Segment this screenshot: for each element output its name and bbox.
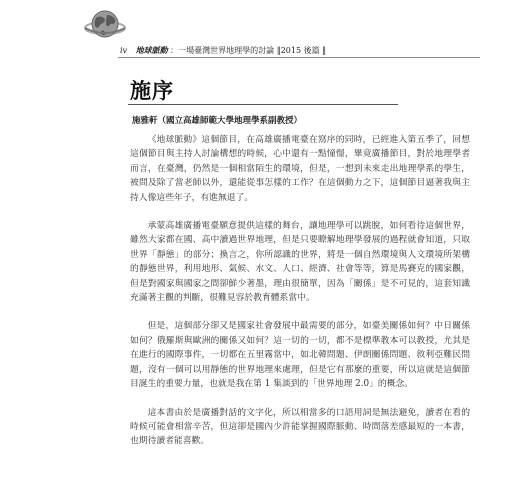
paragraph: 《地球脈動》這個節目，在高雄廣播電臺在寫序的同時，已經進入第五季了，回想這個節目與主持人討論構想的時候，心中還有一點憧憬，畢竟廣播節目，對於地理學者而言，在臺灣，仍然是一個相當陌生的環境，但是，一想到未來走出地理學系的學生，被問及除了當老師以外，還能從事怎樣的工作？在這個動力之下，這個節目逼著我與主持人像這些年子，有進無退了。 xyxy=(130,135,470,203)
globe-icon xyxy=(82,6,128,46)
title-divider xyxy=(128,104,398,105)
header-divider xyxy=(118,57,480,58)
page-number: iv xyxy=(120,46,128,55)
series-title: 地球脈動 xyxy=(135,45,168,55)
paragraph: 但是，這個部分卻又是國家社會發展中最需要的部分，如臺美關係如何？中日關係如何？俄羅斯與歐洲的關係又如何？這一切的一切，都不是標準教本可以教授，尤其是在進行的國際事件，一切都在五里霧當中，如北韓問題、伊朗關係問題、敘利亞難民問題，沒有一個可以用靜態的世界地理來處理，但是它有那麼的重要，所以這就是這個節目誕生的重要力量，也就是我在第 1 集談到的「世界地理 2.0」的概念。 xyxy=(130,321,470,390)
paragraph: 這本書由於是廣播對話的文字化，所以相當多的口語用詞是無法避免，讀者在看的時候可能會相當辛苦，但這卻是國內少許能掌握國際脈動、時間落差感最短的一本書，也期待讀者能喜歡。 xyxy=(130,407,470,447)
running-header xyxy=(120,45,480,56)
page-title: 施序 xyxy=(130,79,174,103)
paragraph: 承蒙高雄廣播電臺願意提供這樣的舞台，讓地理學可以跳脫，如何看待這個世界，雖然大家都在國、高中讀過世界地理，但是只要瞭解地理學發展的過程就會知道，只取世界「靜態」的部分；換言之，你所認識的世界，將是一個自然環境與人文環境所架構的靜態世界，利用地形、氣候、水文、人口、經濟、社會等等，算是馬賽克的國家觀，但是對國家與國家之間卻鮮少著墨，理由很簡單，因為「關係」是不可見的，這套知識充滿著主觀的判斷，很難見容於教育體系當中。 xyxy=(130,221,470,304)
body-text xyxy=(130,133,470,463)
author-line: 施雅軒（國立高雄師範大學地理學系副教授） xyxy=(132,116,303,126)
series-subtitle: ：一場臺灣世界地理學的討論 ‖2015 後篇 ‖ xyxy=(170,46,327,55)
